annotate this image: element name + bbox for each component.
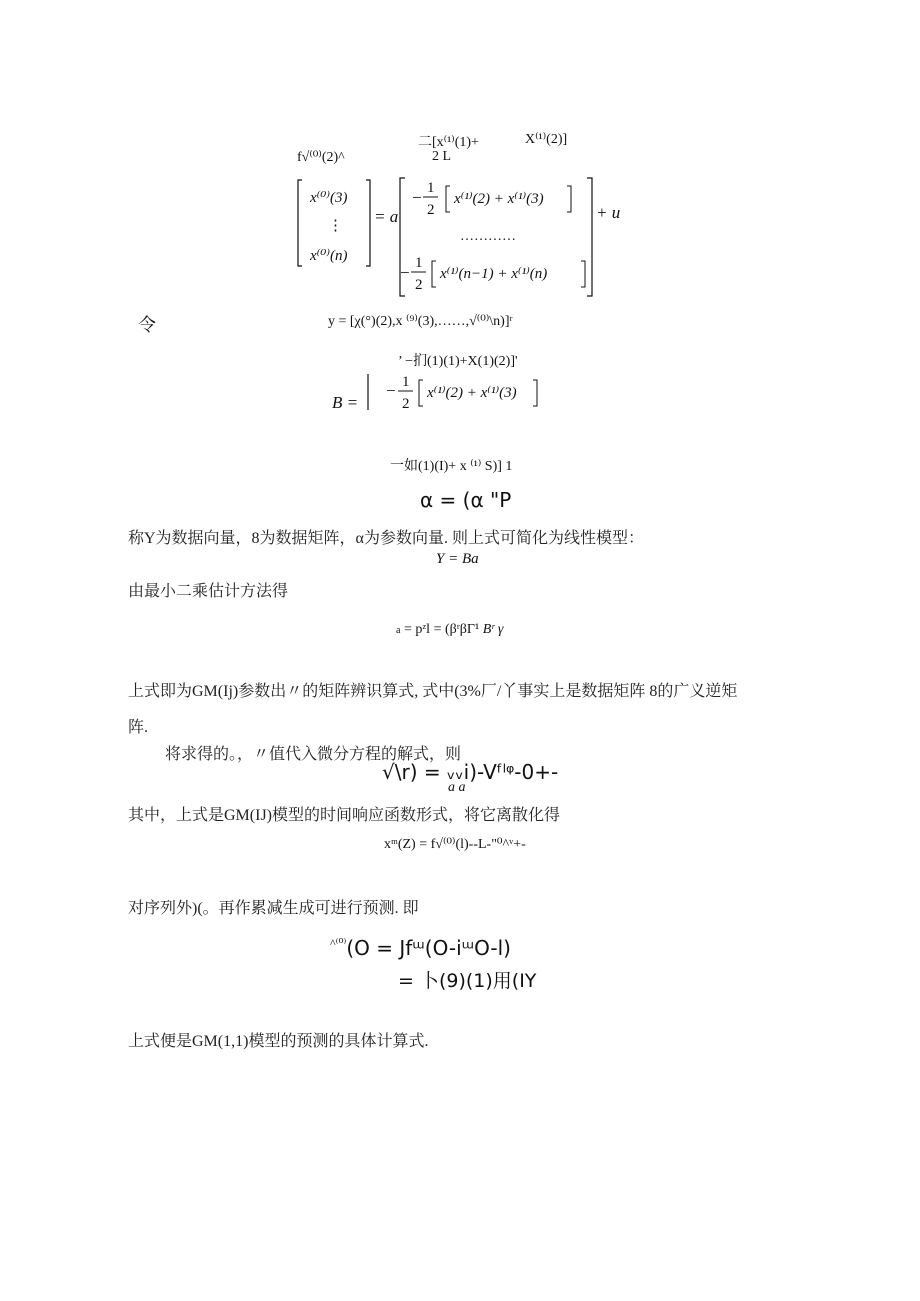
ls-main: = pᶻl = (βʳβΓ¹ [400,622,480,637]
para-vector-definitions: 称Y为数据向量，8为数据矩阵，α为参数向量. 则上式可简化为线性模型： [128,530,644,547]
para-identification-cont: 阵. [128,719,149,736]
vector-dots: ⋮ [328,218,343,234]
plus-u: + u [596,203,621,222]
equals-a: = a [374,207,399,226]
b-inner-bracket-l [419,380,423,406]
row2-bracket-r [581,261,585,287]
solution-formula: √\r) = ᵥᵥi)-Vᶠˡᵠ-0+- [382,760,559,784]
pred-main: (O = Jfᵚ(O-iᵚO-l) [346,936,511,960]
b-body: x⁽¹⁾(2) + x⁽¹⁾(3) [427,385,517,401]
left-bracket-l [298,180,302,266]
para-conclusion: 上式便是GM(1,1)模型的预测的具体计算式. [128,1033,429,1050]
b-def-top-line: ’ −扪(1)(1)+X(1)(2)]' [398,354,518,369]
solution-subscript: a a [448,780,466,795]
row1-num: 1 [427,180,435,196]
b-matrix [328,370,548,422]
matrix-equation [290,172,630,304]
row1-minus: − [412,188,422,207]
b-def-bottom-line: 一如(1)(I)+ x ⁽¹⁾ S)] 1 [390,459,513,474]
ls-tail: Bʳ γ [479,622,504,637]
row1-bracket-l [446,186,450,212]
garbled-line-1a: 二[x⁽¹⁾(1)+ [418,135,479,150]
para-time-response: 其中，上式是GM(IJ)模型的时间响应函数形式，将它离散化得 [128,807,560,824]
b-num: 1 [402,374,410,390]
garbled-line-2a: f√⁽⁰⁾(2)^ [297,150,345,165]
b-inner-bracket-r [533,380,537,406]
row2-minus: − [400,263,410,282]
row1-bracket-r [567,186,571,212]
ls-formula [396,622,503,638]
para-substitute: 将求得的。，〃值代入微分方程的解式，则 [165,746,462,763]
b-minus: − [386,381,396,400]
b-den: 2 [402,396,410,412]
left-bracket-r [366,180,370,266]
b-label: B = [332,393,359,412]
vector-top: x⁽⁰⁾(3) [310,190,348,206]
garbled-line-1b: X⁽¹⁾(2)] [525,132,568,147]
pred-sup: ^⁽⁰⁾ [330,936,347,950]
para-identification: 上式即为GM(Ij)参数出〃的矩阵辨识算式, 式中(3%厂/丫事实上是数据矩阵 8的广义逆矩 [128,683,738,700]
row2-num: 1 [415,255,423,271]
prediction-line-1 [330,936,511,960]
linear-model: Y = Ba [436,551,479,567]
row1-den: 2 [427,202,435,218]
ls-sub: a [396,625,401,636]
alpha-vector: α = (α "P [420,488,512,512]
garbled-line-2b: 2 L [432,149,452,164]
prediction-line-2: = 卜(9)(1)用(IY [398,970,537,992]
row2-bracket-l [432,261,436,287]
ling-char: 令 [138,315,156,335]
matrix-bracket-r [587,178,592,296]
y-definition: y = [χ(°)(2),x ⁽⁹⁾(3),……,√⁽⁰⁾\n)]ʳ [328,314,513,329]
row2-body: x⁽¹⁾(n−1) + x⁽¹⁾(n) [440,266,548,282]
vector-bottom: x⁽⁰⁾(n) [310,248,348,264]
para-prediction: 对序列外)(。再作累减生成可进行预测. 即 [128,900,419,917]
row-dots: ………… [460,229,516,244]
para-least-squares: 由最小二乘估计方法得 [128,583,289,600]
row2-den: 2 [415,277,423,293]
row1-body: x⁽¹⁾(2) + x⁽¹⁾(3) [454,191,544,207]
discrete-formula: xᵐ(Z) = f√⁽⁰⁾(l)--L-"⁰^ᵛ+- [384,837,526,852]
